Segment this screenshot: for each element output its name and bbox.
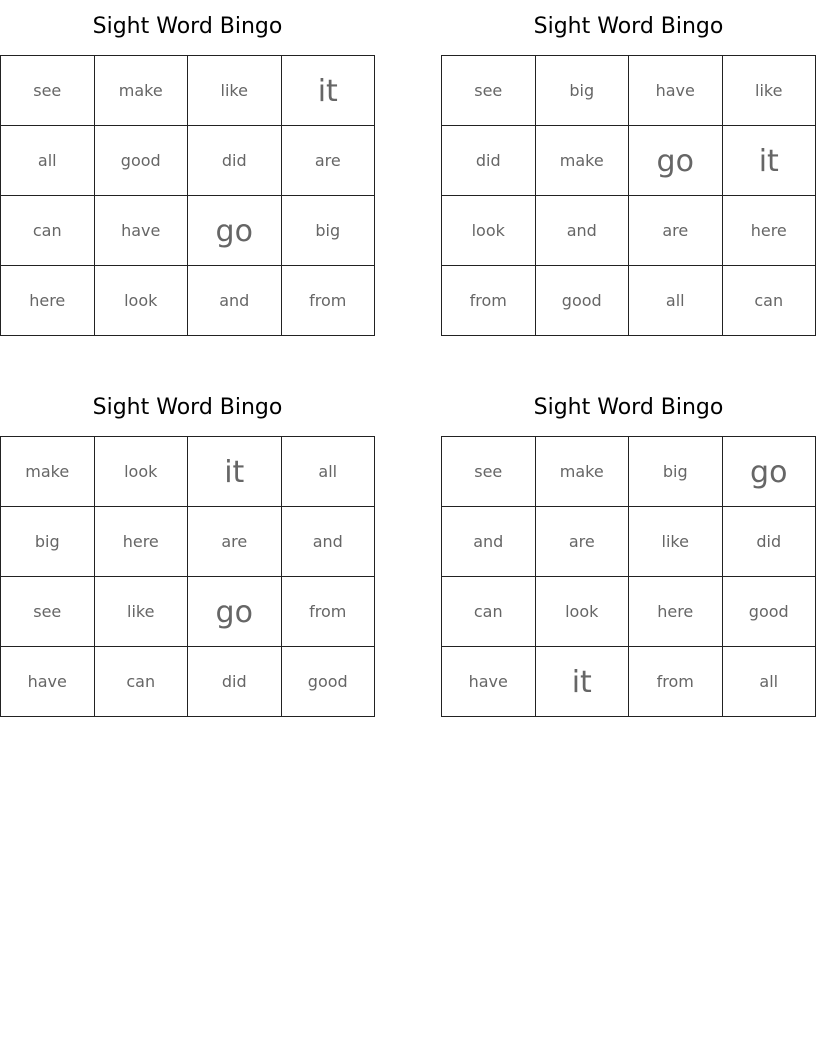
bingo-cell: big xyxy=(1,507,95,577)
bingo-cell: have xyxy=(95,196,189,266)
bingo-cell: look xyxy=(95,437,189,507)
bingo-cell: big xyxy=(629,437,723,507)
bingo-cell: and xyxy=(282,507,376,577)
bingo-cell: did xyxy=(188,126,282,196)
bingo-cell: good xyxy=(536,266,630,336)
bingo-cell: from xyxy=(282,577,376,647)
bingo-cell: all xyxy=(629,266,723,336)
bingo-cell: good xyxy=(95,126,189,196)
card-title: Sight Word Bingo xyxy=(92,14,283,39)
bingo-cell: all xyxy=(282,437,376,507)
bingo-cell: from xyxy=(282,266,376,336)
bingo-cell: make xyxy=(95,56,189,126)
bingo-grid xyxy=(0,436,375,717)
bingo-cell: make xyxy=(536,126,630,196)
bingo-cell: from xyxy=(629,647,723,717)
bingo-cell: all xyxy=(1,126,95,196)
bingo-cell: like xyxy=(95,577,189,647)
bingo-card-3 xyxy=(0,381,375,717)
bingo-grid xyxy=(0,55,375,336)
bingo-cell: see xyxy=(1,56,95,126)
bingo-cell: and xyxy=(442,507,536,577)
bingo-cell: and xyxy=(188,266,282,336)
bingo-cell: it xyxy=(188,437,282,507)
bingo-cell: can xyxy=(442,577,536,647)
bingo-cell: did xyxy=(188,647,282,717)
card-title: Sight Word Bingo xyxy=(533,14,724,39)
bingo-cell: can xyxy=(723,266,816,336)
bingo-cell: it xyxy=(723,126,816,196)
bingo-cell: it xyxy=(282,56,376,126)
bingo-cell: see xyxy=(442,56,536,126)
bingo-cell: look xyxy=(442,196,536,266)
bingo-cell: like xyxy=(723,56,816,126)
bingo-cell: see xyxy=(1,577,95,647)
bingo-cell: are xyxy=(188,507,282,577)
bingo-grid xyxy=(441,55,816,336)
bingo-cell: go xyxy=(188,196,282,266)
bingo-cell: are xyxy=(282,126,376,196)
bingo-cell: are xyxy=(629,196,723,266)
bingo-cell: have xyxy=(1,647,95,717)
bingo-cell: look xyxy=(95,266,189,336)
bingo-cell: big xyxy=(536,56,630,126)
bingo-cell: have xyxy=(629,56,723,126)
bingo-cell: have xyxy=(442,647,536,717)
bingo-card-2 xyxy=(441,0,816,336)
bingo-cell: it xyxy=(536,647,630,717)
bingo-cell: good xyxy=(723,577,816,647)
card-title: Sight Word Bingo xyxy=(533,395,724,420)
bingo-cell: go xyxy=(188,577,282,647)
bingo-cell: here xyxy=(629,577,723,647)
bingo-cell: make xyxy=(1,437,95,507)
bingo-cell: big xyxy=(282,196,376,266)
bingo-cell: here xyxy=(723,196,816,266)
bingo-cell: go xyxy=(723,437,816,507)
bingo-cell: can xyxy=(1,196,95,266)
bingo-cell: did xyxy=(723,507,816,577)
bingo-cell: look xyxy=(536,577,630,647)
bingo-grid xyxy=(441,436,816,717)
bingo-cell: here xyxy=(95,507,189,577)
bingo-cell: and xyxy=(536,196,630,266)
bingo-cell: here xyxy=(1,266,95,336)
bingo-cell: like xyxy=(629,507,723,577)
bingo-cell: from xyxy=(442,266,536,336)
bingo-cell: like xyxy=(188,56,282,126)
bingo-cell: all xyxy=(723,647,816,717)
bingo-cell: make xyxy=(536,437,630,507)
bingo-cell: good xyxy=(282,647,376,717)
bingo-card-4 xyxy=(441,381,816,717)
bingo-cell: see xyxy=(442,437,536,507)
card-title: Sight Word Bingo xyxy=(92,395,283,420)
bingo-cell: are xyxy=(536,507,630,577)
bingo-cell: can xyxy=(95,647,189,717)
bingo-card-1 xyxy=(0,0,375,336)
bingo-cell: go xyxy=(629,126,723,196)
bingo-cell: did xyxy=(442,126,536,196)
